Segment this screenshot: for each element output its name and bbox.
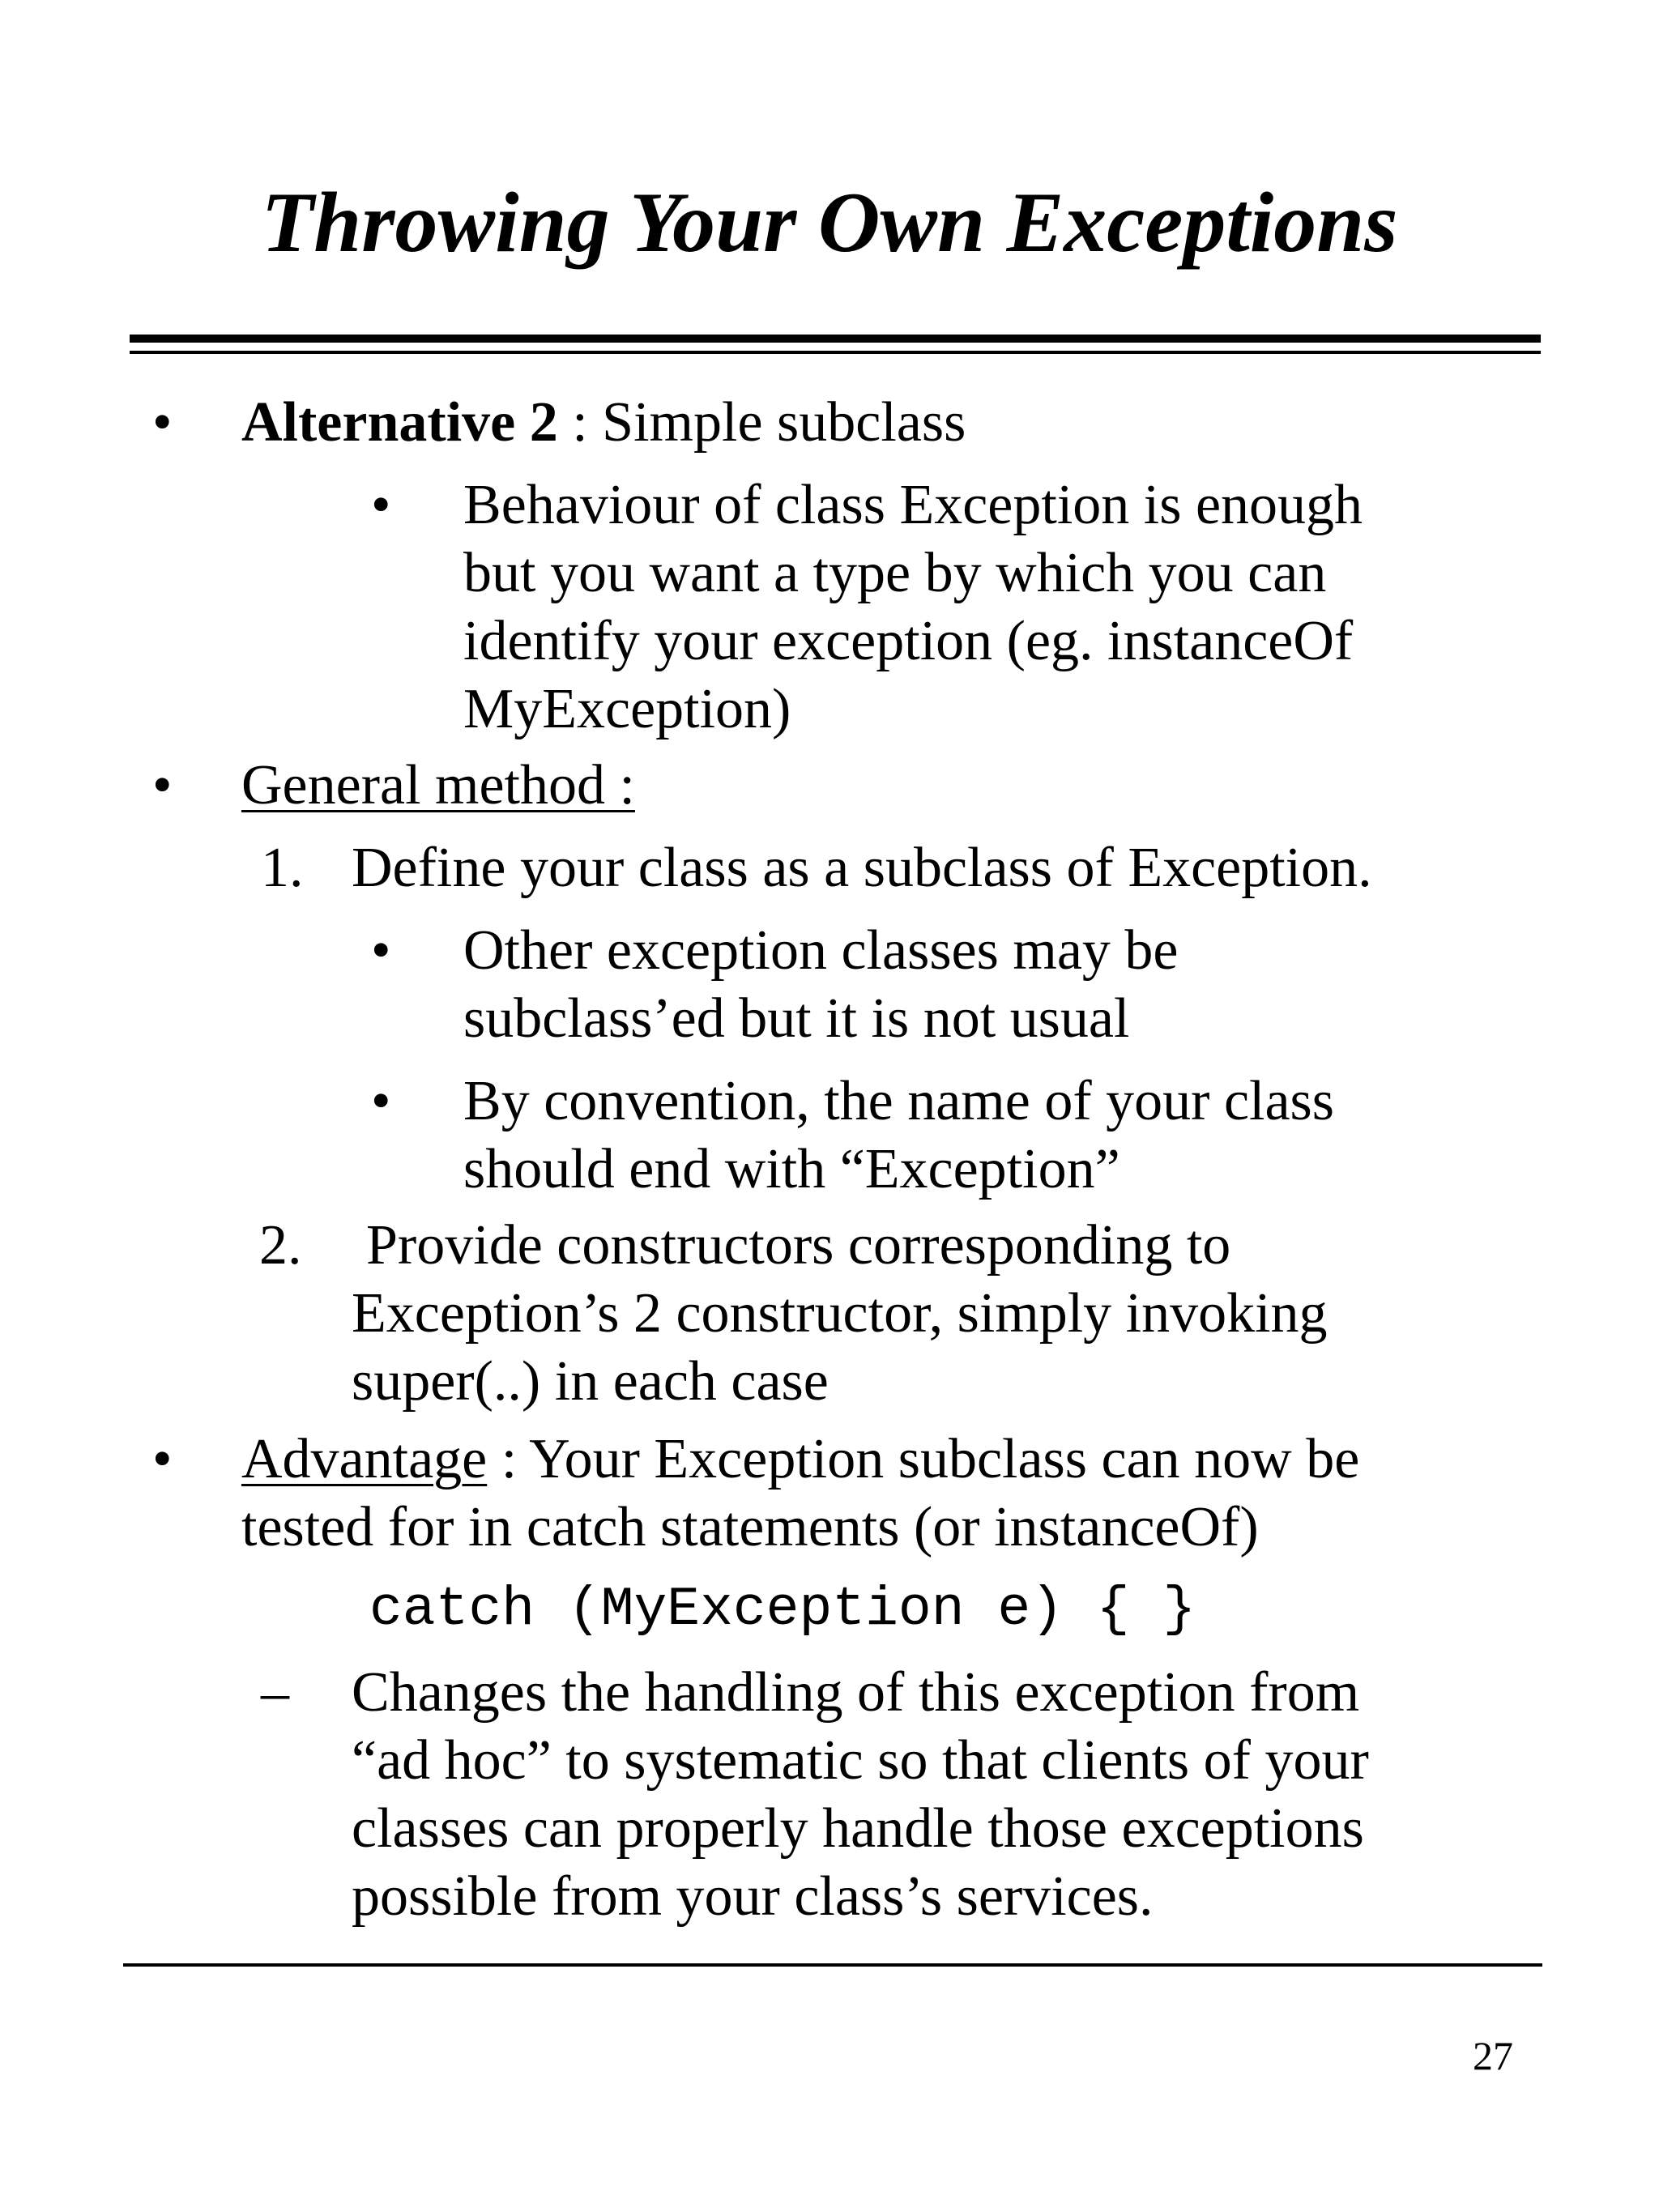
- advantage-text: : Your Exception subclass can now be: [487, 1428, 1360, 1490]
- dash-glyph: –: [261, 1661, 289, 1724]
- alternative-2-detail-line: identify your exception (eg. instanceOf: [463, 610, 1354, 672]
- step-1-text: Define your class as a subclass of Exception.: [352, 837, 1372, 899]
- step-1-note-line: By convention, the name of your class: [463, 1070, 1335, 1132]
- general-method-label: General method :: [241, 754, 635, 816]
- bullet-glyph: •: [152, 754, 173, 816]
- footer-rule: [123, 1963, 1542, 1967]
- page-number: 27: [1473, 2033, 1513, 2078]
- step-number: 2.: [259, 1214, 302, 1276]
- changes-line: classes can properly handle those exceptions: [352, 1797, 1364, 1860]
- bullet-glyph: •: [152, 1428, 173, 1490]
- alternative-2-text: : Simple subclass: [557, 391, 966, 454]
- alternative-2-label: Alternative 2: [241, 391, 558, 454]
- code-example: catch (MyException e) { }: [369, 1579, 1196, 1641]
- step-1-note-line: subclass’ed but it is not usual: [463, 987, 1130, 1050]
- sub-bullet-glyph: •: [371, 919, 391, 982]
- advantage-line: [241, 1426, 1359, 1494]
- advantage-line-2: tested for in catch statements (or instanceOf): [241, 1496, 1259, 1558]
- sub-bullet-glyph: •: [371, 1070, 391, 1132]
- step-number: 1.: [261, 837, 304, 899]
- step-2-line: super(..) in each case: [352, 1350, 829, 1413]
- bullet-glyph: •: [152, 391, 173, 454]
- alternative-2-detail-line: MyException): [463, 678, 791, 740]
- changes-line: Changes the handling of this exception from: [352, 1661, 1360, 1724]
- step-1-note-line: Other exception classes may be: [463, 919, 1179, 982]
- changes-line: “ad hoc” to systematic so that clients of your: [352, 1729, 1369, 1792]
- changes-line: possible from your class’s services.: [352, 1865, 1154, 1928]
- step-2-line: Exception’s 2 constructor, simply invoking: [352, 1282, 1328, 1345]
- step-2-line: Provide constructors corresponding to: [366, 1214, 1231, 1276]
- title-rule-thick: [130, 335, 1541, 343]
- advantage-label: Advantage: [241, 1428, 488, 1490]
- alternative-2-line: [241, 389, 966, 457]
- sub-bullet-glyph: •: [371, 474, 391, 536]
- alternative-2-detail-line: Behaviour of class Exception is enough: [463, 474, 1363, 536]
- alternative-2-detail-line: but you want a type by which you can: [463, 542, 1327, 604]
- title-rule-thin: [130, 351, 1541, 354]
- slide-title: Throwing Your Own Exceptions: [261, 175, 1398, 270]
- step-1-note-line: should end with “Exception”: [463, 1138, 1120, 1200]
